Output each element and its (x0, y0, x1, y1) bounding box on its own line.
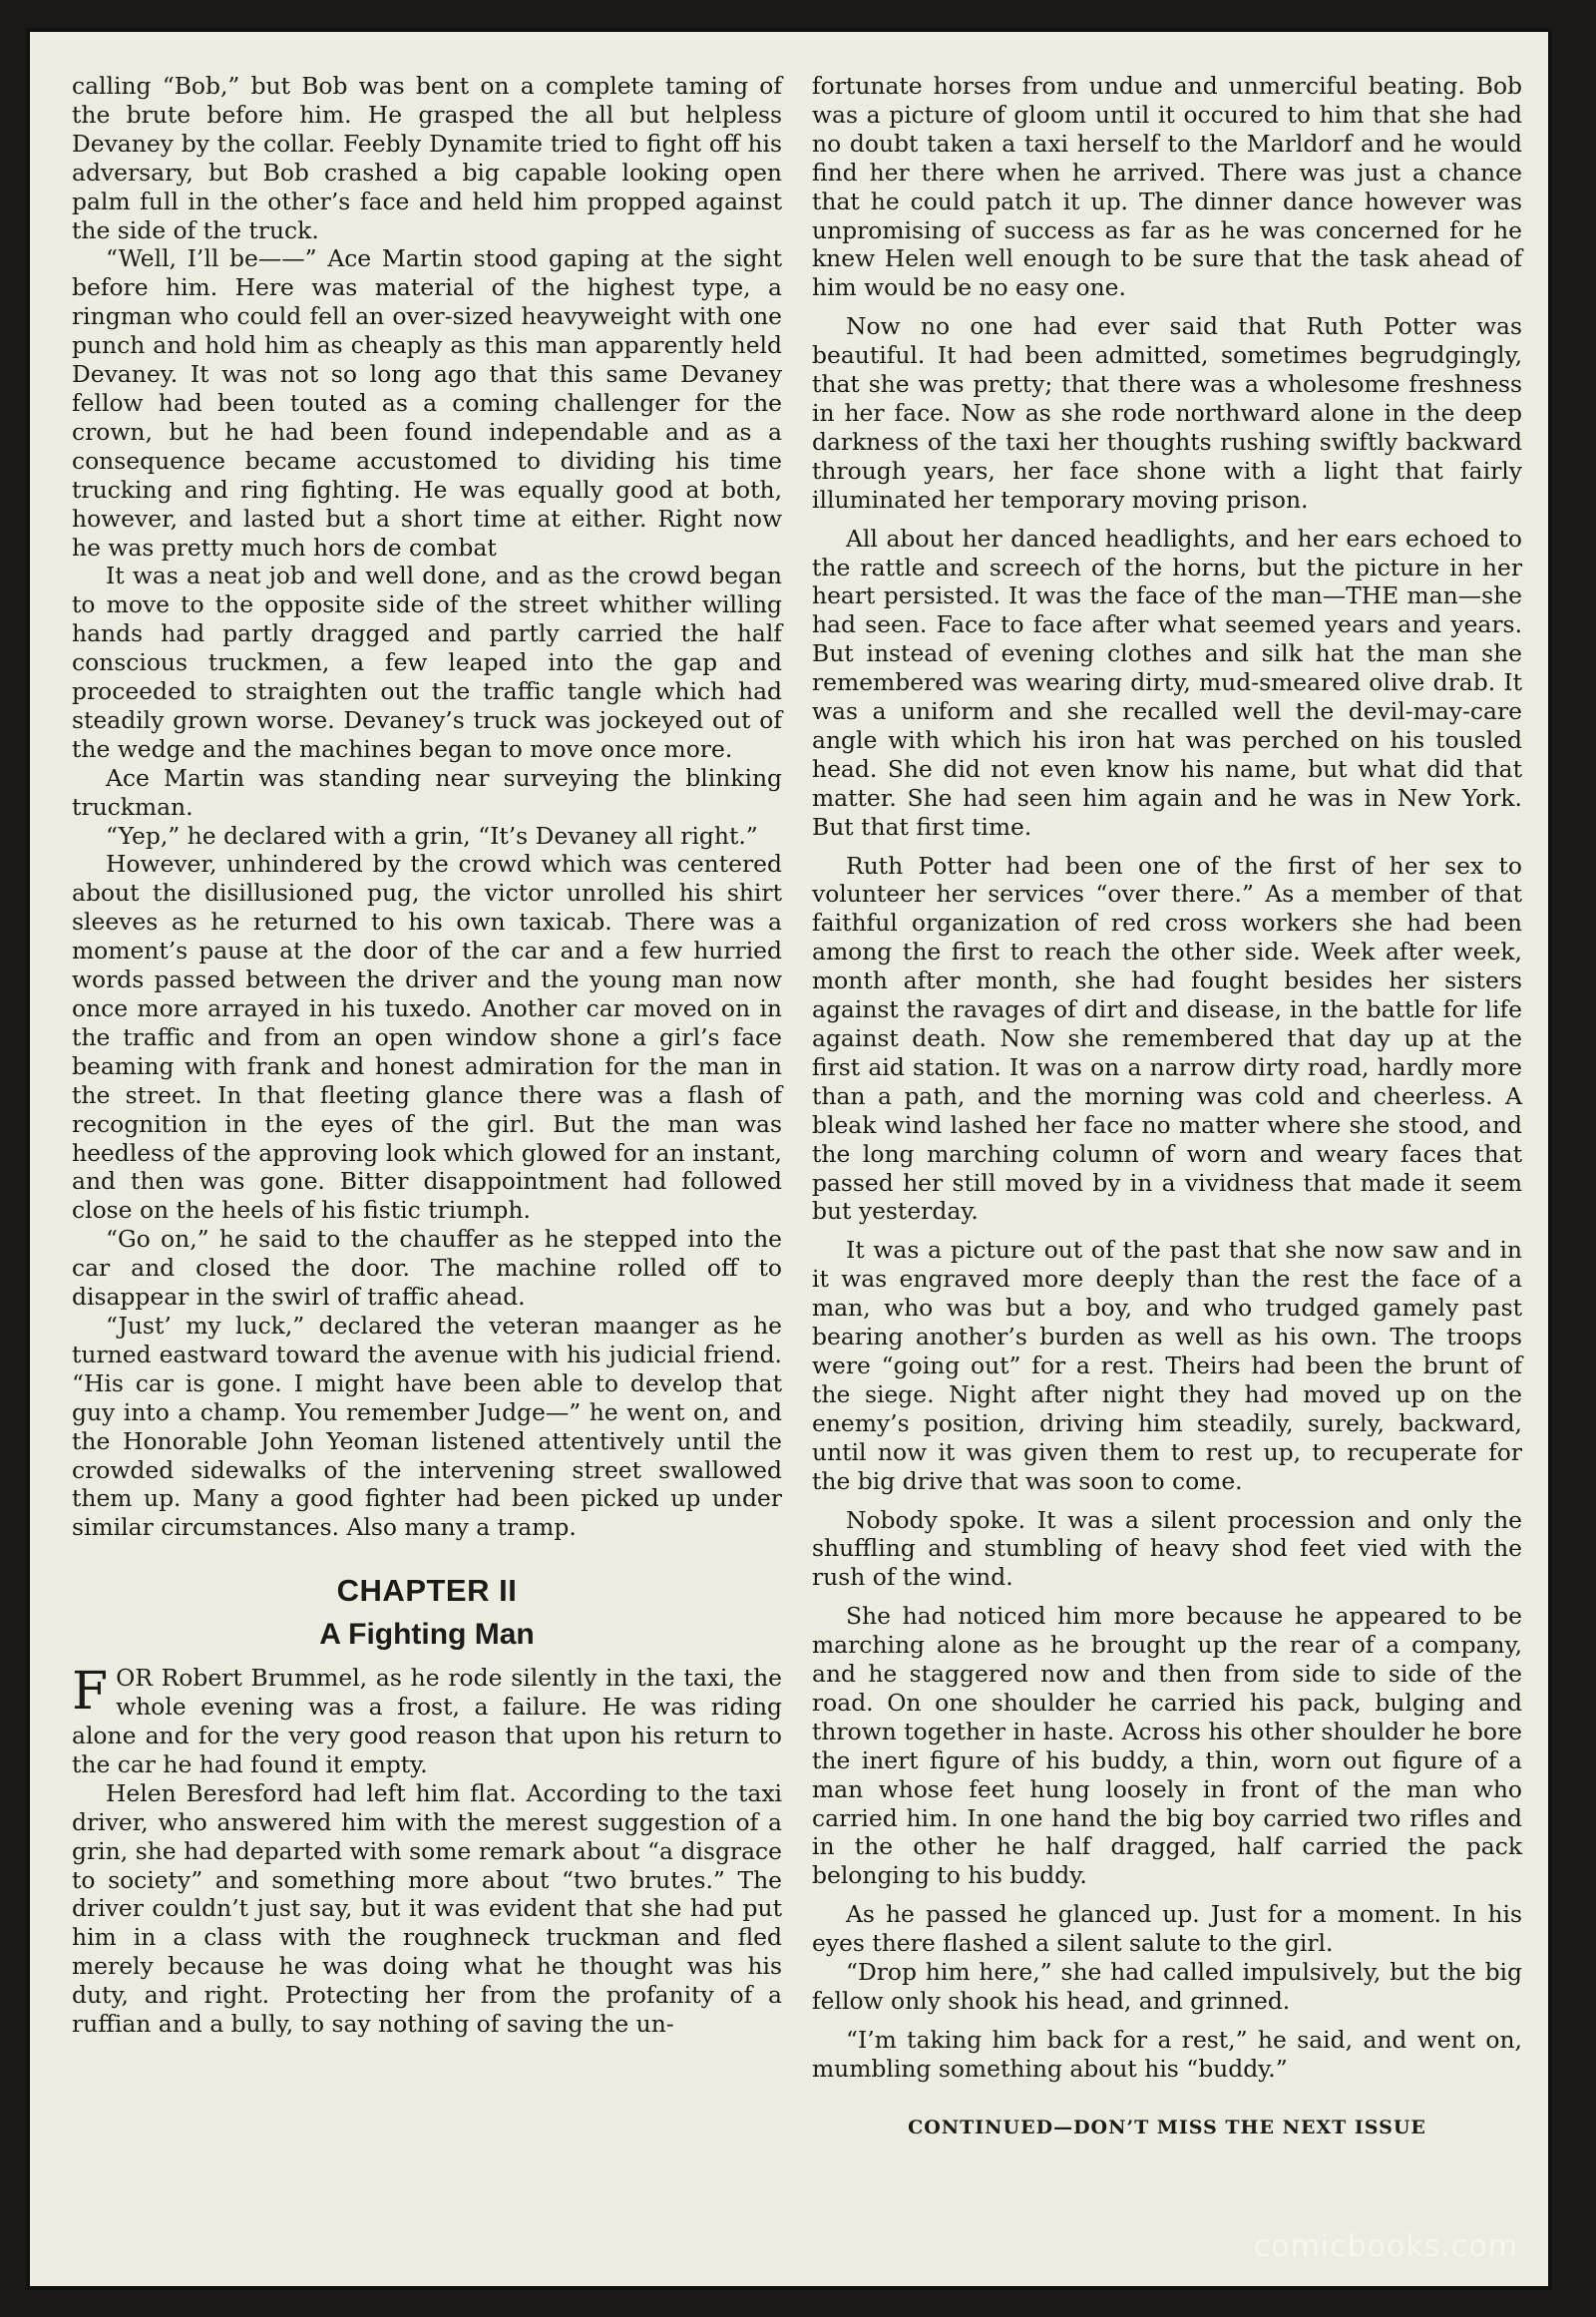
paragraph: “Well, I’ll be——” Ace Martin stood gaping at the sight before him. Here was material of the highest type, a ringman who could fell an over-sized heavyweight with one punch and hold him as cheaply as this man apparently held Devaney. It was not so long ago that this same Devaney fellow had been touted as a coming challenger for the crown, but he had been found independable and as a consequence became accustomed to dividing his time trucking and ring fighting. He was equally good at both, however, and lasted but a short time at either. Right now he was pretty much hors de combat (72, 244, 782, 562)
paragraph: “I’m taking him back for a rest,” he said, and went on, mumbling something about his “buddy.” (812, 2025, 1522, 2083)
paragraph: Ace Martin was standing near surveying the blinking truckman. (72, 763, 782, 821)
site-watermark: comicbooks.com (1253, 2229, 1518, 2264)
paragraph: calling “Bob,” but Bob was bent on a complete taming of the brute before him. He grasped the all but helpless Devaney by the collar. Feebly Dynamite tried to fight off his adversary, but Bob crashed a big capable looking open palm full in the other’s face and held him propped against the side of the truck. (72, 72, 782, 244)
left-column (72, 72, 782, 2039)
opening-text: OR Robert Brummel, as he rode silently in the taxi, the whole evening was a frost, a failure. He was riding alone and for the very good reason that upon his return to the car he had found it empty. (72, 1664, 782, 1778)
paragraph: “Drop him here,” she had called impulsively, but the big fellow only shook his head, and grinned. (812, 1958, 1522, 2015)
chapter-heading: CHAPTER II (336, 1573, 518, 1609)
right-column (812, 72, 1522, 2142)
paragraph: “Yep,” he declared with a grin, “It’s Devaney all right.” (106, 821, 758, 850)
paragraph: As he passed he glanced up. Just for a moment. In his eyes there flashed a silent salute to the girl. (812, 1900, 1522, 1958)
paragraph: All about her danced headlights, and her ears echoed to the rattle and screech of the horns, but the picture in her heart persisted. It was the face of the man—THE man—she had seen. Face to face after what seemed years and years. But instead of evening clothes and silk hat the man she remembered was wearing dirty, mud-smeared olive drab. It was a uniform and she recalled well the devil-may-care angle with which his iron hat was perched on his tousled head. She did not even know his name, but what did that matter. She had seen him again and he was in New York. But that first time. (812, 524, 1522, 841)
paragraph: fortunate horses from undue and unmerciful beating. Bob was a picture of gloom until it occured to him that she had no doubt taken a taxi herself to the Marldorf and he would find her there when he arrived. There was just a chance that he could patch it up. The dinner dance however was unpromising of success as far as he was concerned for he knew Helen well enough to be sure that the task ahead of him would be no easy one. (812, 72, 1522, 302)
paragraph: She had noticed him more because he appeared to be marching alone as he brought up the rear of a company, and he staggered now and then from side to side of the road. On one shoulder he carried his pack, bulging and thrown together in haste. Across his other shoulder he bore the inert figure of his buddy, a thin, worn out figure of a man whose feet hung loosely in front of the man who carried him. In one hand the big boy carried two rifles and in the other he half dragged, half carried the pack belonging to his buddy. (812, 1602, 1522, 1890)
continued-note: CONTINUED—DON’T MISS THE NEXT ISSUE (908, 2116, 1426, 2138)
paragraph: Helen Beresford had left him flat. According to the taxi driver, who answered him with the merest suggestion of a grin, she had departed with some remark about “a disgrace to society” and something more about “two brutes.” The driver couldn’t just say, but it was evident that she had put him in a class with the roughneck truckman and fled merely because he was doing what he thought was his duty, and right. Protecting her from the profanity of a ruffian and a bully, to say nothing of saving the un- (72, 1778, 782, 2039)
opening-paragraph (72, 1664, 782, 1779)
paragraph: Ruth Potter had been one of the first of her sex to volunteer her services “over there.” As a member of that faithful organization of red cross workers she had been among the first to reach the other side. Week after week, month after month, she had fought besides her sisters against the ravages of dirt and disease, in the battle for life against death. Now she remembered that day up at the first aid station. It was on a narrow dirty road, hardly more than a path, and the morning was cold and cheerless. A bleak wind lashed her face no matter where she stood, and the long marching column of worn and weary faces that passed her still moved by in a vividness that made it seem but yesterday. (812, 851, 1522, 1226)
paragraph: “Just’ my luck,” declared the veteran maanger as he turned eastward toward the avenue with his judicial friend. “His car is gone. I might have been able to develop that guy into a champ. You remember Judge—” he went on, and the Honorable John Yeoman listened attentively until the crowded sidewalks of the intervening street swallowed them up. Many a good fighter had been picked up under similar circumstances. Also many a tramp. (72, 1311, 782, 1542)
paragraph: However, unhindered by the crowd which was centered about the disillusioned pug, the victor unrolled his shirt sleeves as he returned to his own taxicab. There was a moment’s pause at the door of the car and a few hurried words passed between the driver and the young man now once more arrayed in his tuxedo. Another car moved on in the traffic and from an open window shone a girl’s face beaming with frank and honest admiration for the man in the street. In that fleeting glance there was a flash of recognition in the eyes of the girl. But the man was heedless of the approving look which glowed for an instant, and then was gone. Bitter disappointment had followed close on the heels of his fistic triumph. (72, 850, 782, 1225)
chapter-title: A Fighting Man (319, 1618, 535, 1652)
paragraph: It was a neat job and well done, and as the crowd began to move to the opposite side of the street whither willing hands had partly dragged and partly carried the half conscious truckmen, a few leaped into the gap and proceeded to straighten out the traffic tangle which had steadily grown worse. Devaney’s truck was jockeyed out of the wedge and the machines began to move once more. (72, 562, 782, 763)
story-page (26, 28, 1552, 2290)
paragraph: It was a picture out of the past that she now saw and in it was engraved more deeply than the rest the face of a man, who was but a boy, and who trudged gamely past bearing another’s burden as well as his own. The troops were “going out” for a rest. Theirs had been the brunt of the siege. Night after night they had moved up on the enemy’s position, driving him steadily, surely, backward, until now it was given them to rest up, to recuperate for the big drive that was soon to come. (812, 1236, 1522, 1495)
paragraph: Nobody spoke. It was a silent procession and only the shuffling and stumbling of heavy shod feet vied with the rush of the wind. (812, 1505, 1522, 1592)
paragraph: Now no one had ever said that Ruth Potter was beautiful. It had been admitted, sometimes begrudgingly, that she was pretty; that there was a wholesome freshness in her face. Now as she rode northward alone in the deep darkness of the taxi her thoughts rushing swiftly backward through years, her face shone with a light that fairly illuminated her temporary moving prison. (812, 312, 1522, 514)
drop-cap: F (72, 1662, 109, 1723)
paragraph: “Go on,” he said to the chauffer as he stepped into the car and closed the door. The machine rolled off to disappear in the swirl of traffic ahead. (72, 1225, 782, 1312)
